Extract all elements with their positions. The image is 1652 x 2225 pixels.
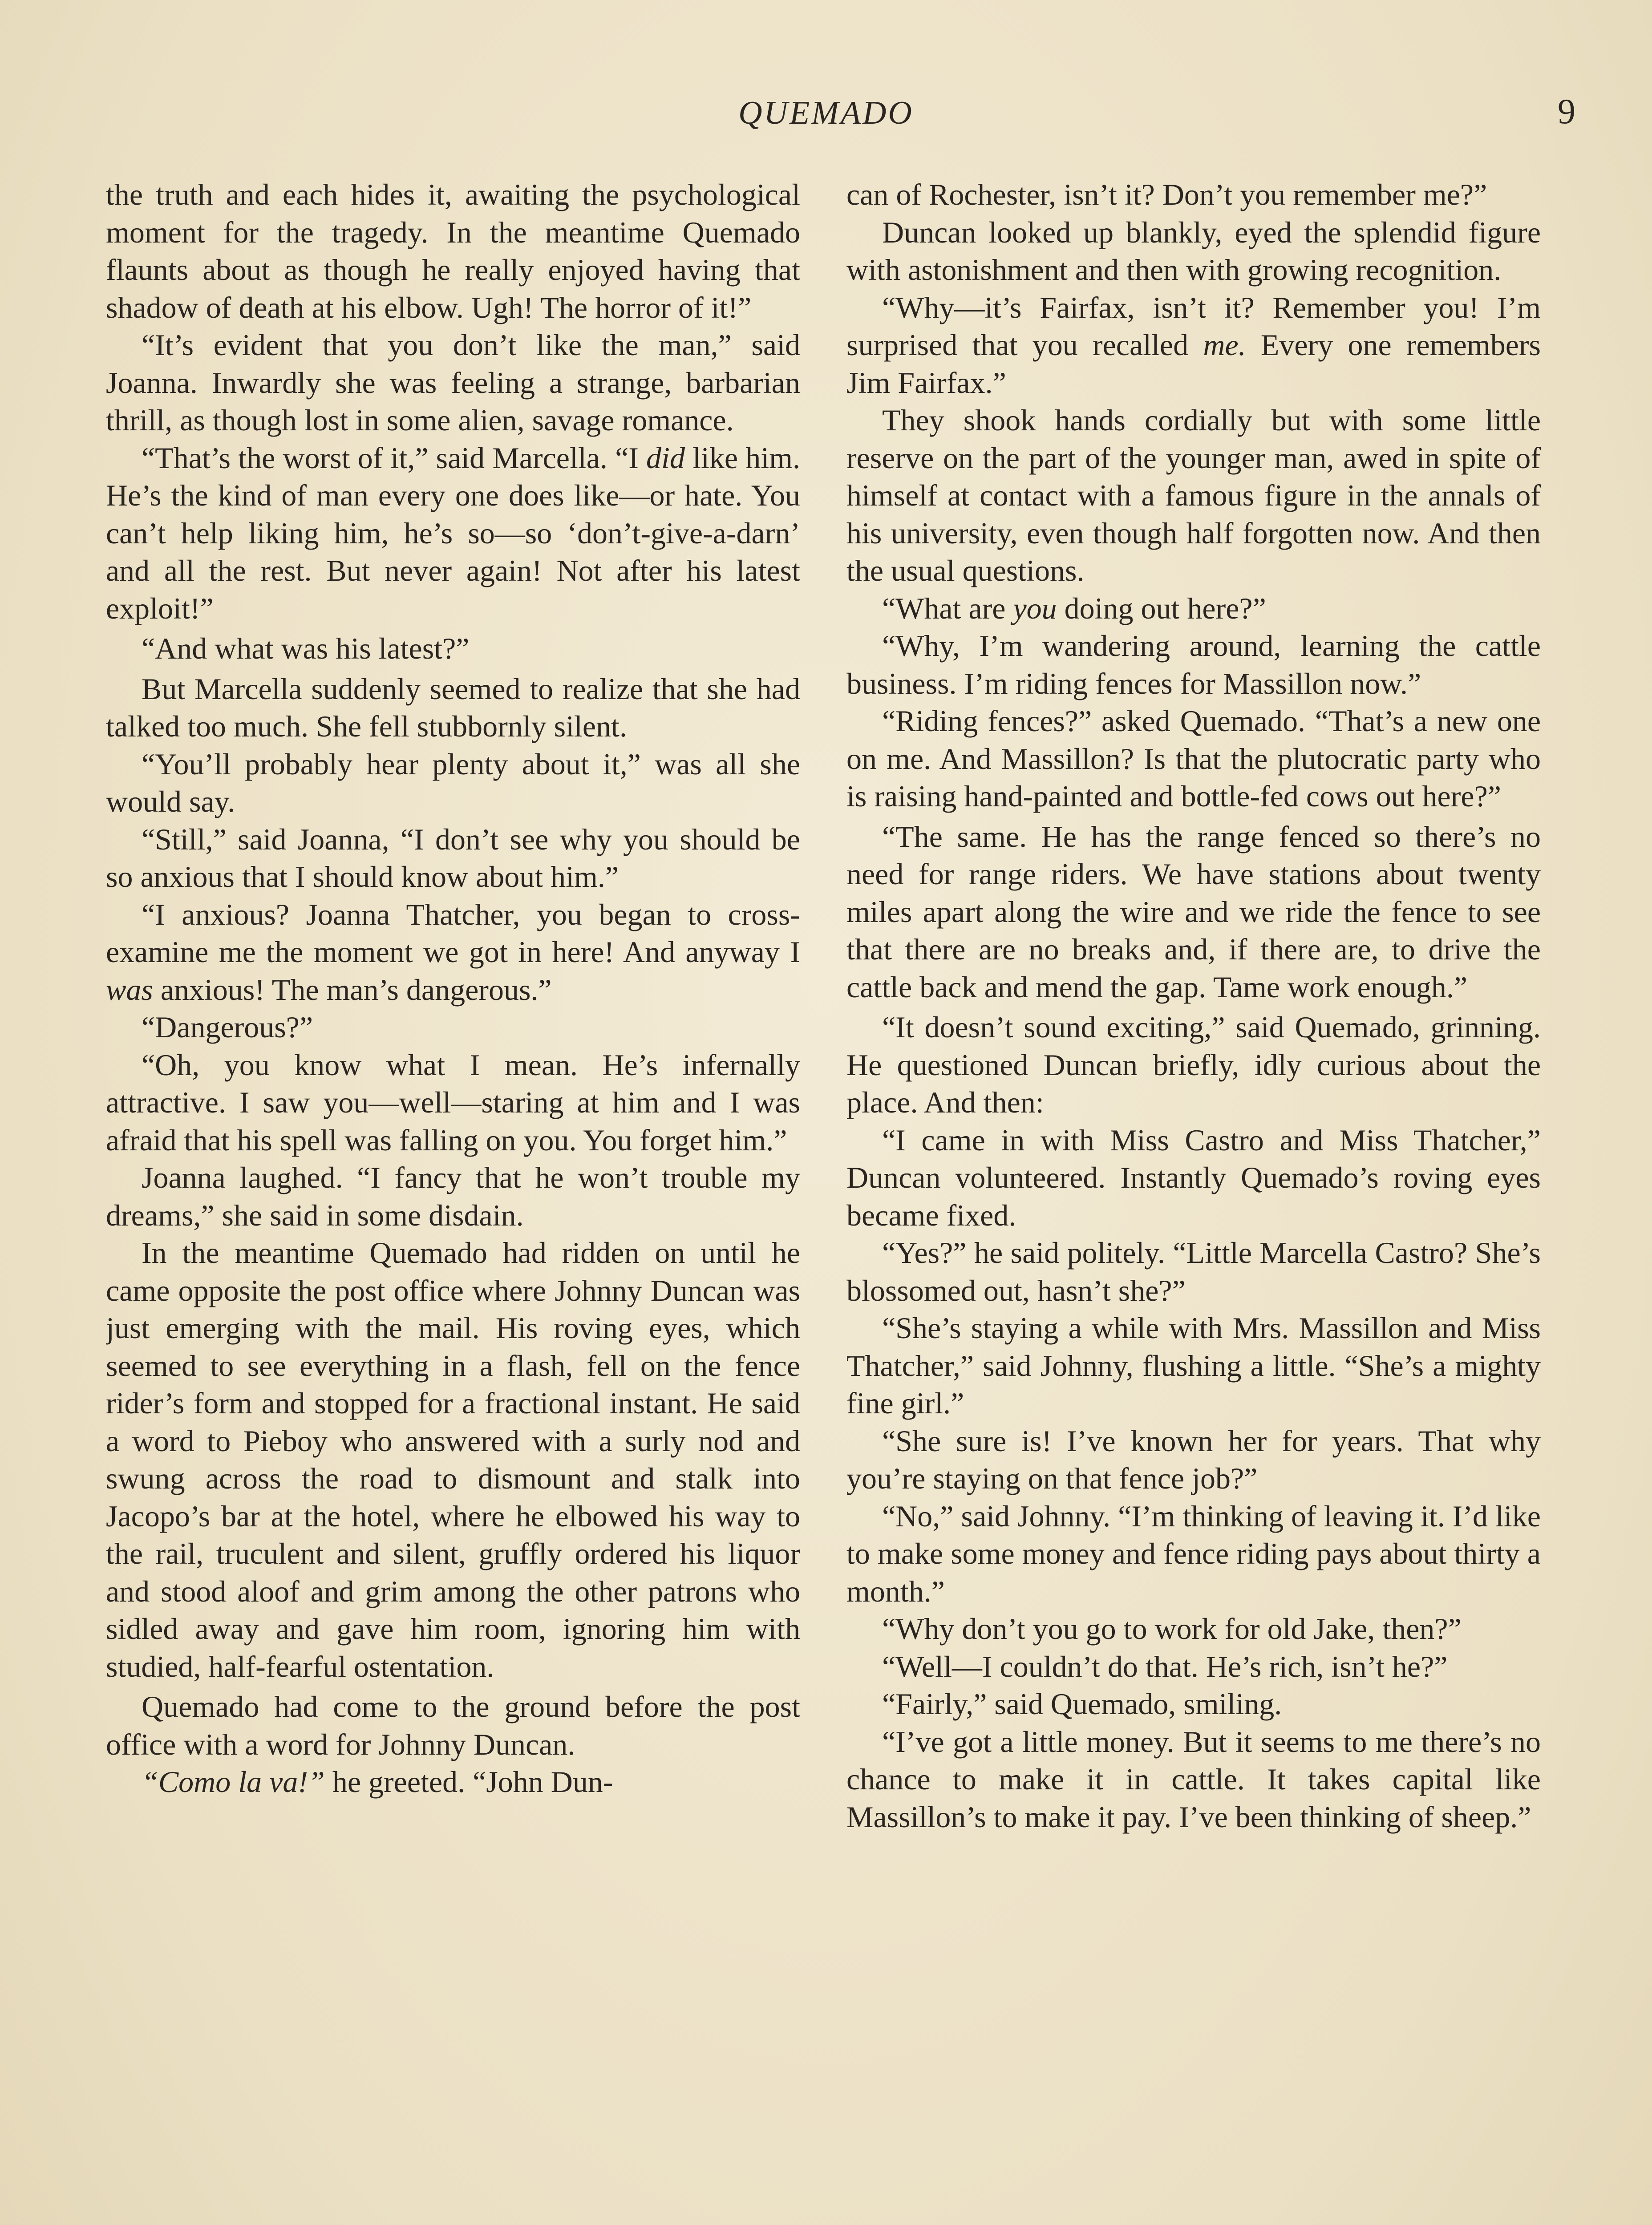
running-head-title: QUEMADO [738,95,914,131]
text-run: They shook hands cordially but with some little reserve on the part of the younger man, awed in spite of himself at contact with a famous figure in the annals of his university, even though half forgotten now. And then the usual questions. [846,403,1541,587]
text-run: “She sure is! I’ve known her for years. That why you’re staying on that fence job?” [846,1424,1541,1495]
paragraph [846,214,1541,289]
paragraph [106,1688,800,1763]
text-run: But Marcella suddenly seemed to realize that she had talked too much. She fell stubbornly silent. [106,672,800,743]
paragraph [106,630,800,668]
text-run: “I anxious? Joanna Thatcher, you began to cross-examine me the moment we got in here! And anyway I [106,897,800,969]
paragraph [846,702,1541,815]
text-run: doing out here?” [1057,591,1266,625]
text-run: “What are [882,591,1013,625]
paragraph [846,401,1541,590]
paragraph [846,1422,1541,1497]
text-run: “I’ve got a little money. But it seems to me there’s no chance to make it in cattle. It takes capital like Massillon’s to make it pay. I’ve been thinking of sheep.” [846,1724,1541,1834]
paragraph [846,818,1541,1006]
text-run: “She’s staying a while with Mrs. Massillon and Miss Thatcher,” said Johnny, flushing a little. “She’s a mighty fine girl.” [846,1311,1541,1420]
italic-text: did [646,441,685,475]
paragraph [106,821,800,896]
paragraph [106,1234,800,1685]
text-run: “Well—I couldn’t do that. He’s rich, isn’t he?” [882,1649,1448,1683]
text-run: “It’s evident that you don’t like the man,” said Joanna. Inwardly she was feeling a strange, barbarian thrill, as though lost in some alien, savage romance. [106,328,800,437]
paragraph [846,1685,1541,1723]
text-run: he greeted. “John Dun- [324,1765,613,1799]
text-run: anxious! The man’s dangerous.” [153,972,552,1007]
text-run: “Why, I’m wandering around, learning the cattle business. I’m riding fences for Massillon now.” [846,629,1541,700]
paragraph [846,1723,1541,1836]
paragraph [846,627,1541,702]
text-run: “Still,” said Joanna, “I don’t see why you should be so anxious that I should know about him.” [106,822,800,894]
paragraph [106,326,800,439]
text-run: “No,” said Johnny. “I’m thinking of leaving it. I’d like to make some money and fence riding pays about thirty a month.” [846,1499,1541,1608]
paragraph [106,439,800,627]
paragraph [846,1008,1541,1121]
italic-text: was [106,972,153,1007]
text-run: “That’s the worst of it,” said Marcella. “I [142,441,647,475]
paragraph [106,1046,800,1159]
italic-text: “Como la va!” [142,1765,325,1799]
text-run: like him. He’s the kind of man every one does like—or hate. You can’t help liking him, he’s so—so ‘don’t-give-a-darn’ and all the rest. But never again! Not after his latest exploit!” [106,441,800,625]
text-run: “Fairly,” said Quemado, smiling. [882,1687,1282,1721]
paragraph [106,896,800,1009]
right-text-column [846,176,1541,2225]
paragraph [106,1763,800,1801]
paragraph [106,176,800,326]
paragraph [846,1121,1541,1234]
text-run: “Riding fences?” asked Quemado. “That’s a new one on me. And Massillon? Is that the plutocratic party who is raising hand-painted and bottle-fed cows out here?” [846,704,1541,813]
text-run: “It doesn’t sound exciting,” said Quemado, grinning. He questioned Duncan briefly, idly curious about the place. And then: [846,1010,1541,1119]
text-run: “I came in with Miss Castro and Miss Thatcher,” Duncan volunteered. Instantly Quemado’s roving eyes became fixed. [846,1123,1541,1232]
text-run: “Oh, you know what I mean. He’s infernally attractive. I saw you—well—staring at him and I was afraid that his spell was falling on you. You forget him.” [106,1048,800,1157]
text-run: can of Rochester, isn’t it? Don’t you remember me?” [846,178,1487,211]
paragraph [106,1008,800,1046]
italic-text: me. [1203,328,1246,362]
text-run: Joanna laughed. “I fancy that he won’t trouble my dreams,” she said in some disdain. [106,1161,800,1232]
text-run: “Dangerous?” [142,1010,313,1044]
text-run: Duncan looked up blankly, eyed the splendid figure with astonishment and then with growing recognition. [846,215,1541,287]
paragraph [846,1309,1541,1422]
paragraph [106,670,800,745]
text-run: Quemado had come to the ground before the post office with a word for Johnny Duncan. [106,1690,800,1761]
text-run: “You’ll probably hear plenty about it,” was all she would say. [106,747,800,818]
paragraph [106,745,800,821]
italic-text: you [1013,591,1057,625]
text-run: Every one remembers Jim Fairfax.” [846,328,1541,400]
paragraph [846,289,1541,402]
paragraph [846,590,1541,627]
paragraph [846,1234,1541,1309]
paragraph [846,1648,1541,1686]
left-text-column [106,176,800,2225]
paragraph [106,1159,800,1234]
text-run: “And what was his latest?” [142,631,470,665]
paragraph [846,1497,1541,1610]
text-run: the truth and each hides it, awaiting the psychological moment for the tragedy. In the meantime Quemado flaunts about as though he really enjoyed having that shadow of death at his elbow. Ugh! The horror of it!” [106,178,800,324]
paragraph [846,176,1541,214]
text-run: “Yes?” he said politely. “Little Marcella Castro? She’s blossomed out, hasn’t she?” [846,1236,1541,1307]
paragraph [846,1610,1541,1648]
text-run: “Why—it’s Fairfax, isn’t it? Remember you! I’m surprised that you recalled [846,290,1541,362]
text-run: In the meantime Quemado had ridden on until he came opposite the post office where Johnny Duncan was just emerging with the mail. His roving eyes, which seemed to see everything in a flash, fell on the fence rider’s form and stopped for a fractional instant. He said a word to Pieboy who answered with a surly nod and swung across the road to dismount and stalk into Jacopo’s bar at the hotel, where he elbowed his way to the rail, truculent and silent, gruffly ordered his liquor and stood aloof and grim among the other patrons who sidled away and gave him room, ignoring him with studied, half-fearful ostentation. [106,1236,800,1683]
page-number: 9 [1558,92,1575,131]
text-run: “Why don’t you go to work for old Jake, then?” [882,1612,1462,1646]
text-run: “The same. He has the range fenced so there’s no need for range riders. We have stations about twenty miles apart along the wire and we ride the fence to see that there are no breaks and, if there are, to drive the cattle back and mend the gap. Tame work enough.” [846,819,1541,1004]
